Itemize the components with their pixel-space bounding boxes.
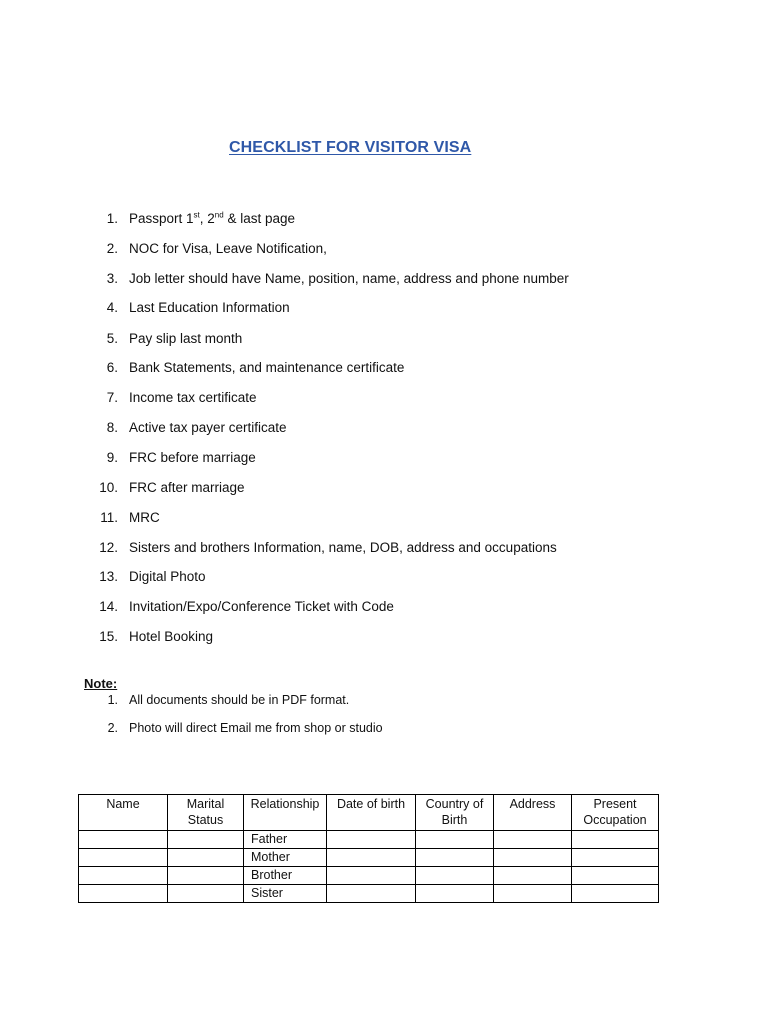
list-text: Active tax payer certificate [129, 420, 287, 435]
table-cell[interactable] [327, 849, 416, 867]
family-info-table [78, 794, 659, 903]
list-text [129, 211, 295, 226]
list-number: 10. [99, 480, 118, 495]
table-cell[interactable] [327, 831, 416, 849]
list-number: 1. [106, 211, 118, 226]
list-text: Pay slip last month [129, 331, 243, 346]
table-cell[interactable] [168, 849, 244, 867]
list-number: 13. [99, 569, 118, 584]
list-number: 3. [106, 271, 118, 286]
list-text: Digital Photo [129, 569, 206, 584]
table-cell[interactable] [494, 849, 572, 867]
list-text: Job letter should have Name, position, name, address and phone number [129, 271, 569, 286]
list-number: 8. [106, 420, 118, 435]
table-cell[interactable] [416, 867, 494, 885]
table-cell[interactable] [79, 885, 168, 903]
list-number: 5. [106, 331, 118, 346]
note-number: 1. [107, 693, 118, 707]
table-cell[interactable] [572, 867, 659, 885]
list-number: 12. [99, 540, 118, 555]
table-cell[interactable] [416, 885, 494, 903]
list-text: Income tax certificate [129, 390, 257, 405]
superscript: st [193, 210, 200, 220]
table-cell[interactable] [494, 885, 572, 903]
table-cell[interactable] [572, 885, 659, 903]
list-text-part: , 2 [199, 211, 215, 226]
note-label: Note: [84, 676, 118, 691]
table-cell[interactable] [327, 885, 416, 903]
list-text: Invitation/Expo/Conference Ticket with Code [129, 599, 394, 614]
table-row [79, 867, 659, 885]
list-text: FRC before marriage [129, 450, 256, 465]
column-header: Relationship [244, 795, 327, 831]
superscript: nd [214, 210, 224, 220]
table-cell[interactable] [494, 831, 572, 849]
column-header: Name [79, 795, 168, 831]
table-cell[interactable] [79, 867, 168, 885]
table-cell[interactable] [168, 885, 244, 903]
list-number: 15. [99, 629, 118, 644]
table-row [79, 885, 659, 903]
list-text: Last Education Information [129, 300, 290, 315]
relationship-cell: Mother [244, 849, 327, 867]
table-cell[interactable] [79, 849, 168, 867]
table-cell[interactable] [168, 867, 244, 885]
relationship-cell: Brother [244, 867, 327, 885]
list-number: 14. [99, 599, 118, 614]
list-text: FRC after marriage [129, 480, 245, 495]
page-title: CHECKLIST FOR VISITOR VISA [229, 139, 472, 156]
table-cell[interactable] [572, 831, 659, 849]
list-number: 4. [106, 300, 118, 315]
list-number: 11. [100, 510, 118, 525]
list-text-part: & last page [223, 211, 295, 226]
table-row [79, 831, 659, 849]
table-cell[interactable] [79, 831, 168, 849]
list-number: 7. [106, 390, 118, 405]
list-text: Hotel Booking [129, 629, 214, 644]
column-header: Date of birth [327, 795, 416, 831]
column-header: Present Occupation [572, 795, 659, 831]
list-text: Sisters and brothers Information, name, DOB, address and occupations [129, 540, 557, 555]
table-cell[interactable] [416, 849, 494, 867]
note-text: All documents should be in PDF format. [129, 693, 350, 707]
list-number: 2. [106, 241, 118, 256]
table-row [79, 849, 659, 867]
table-cell[interactable] [416, 831, 494, 849]
column-header: Country of Birth [416, 795, 494, 831]
list-number: 9. [106, 450, 118, 465]
note-number: 2. [107, 721, 118, 735]
table-cell[interactable] [572, 849, 659, 867]
list-text-part: Passport 1 [129, 211, 194, 226]
note-text: Photo will direct Email me from shop or studio [129, 721, 383, 735]
column-header: Address [494, 795, 572, 831]
relationship-cell: Father [244, 831, 327, 849]
table-header-row [79, 795, 659, 831]
list-text: Bank Statements, and maintenance certificate [129, 360, 405, 375]
column-header: Marital Status [168, 795, 244, 831]
list-text: MRC [129, 510, 160, 525]
list-text: NOC for Visa, Leave Notification, [129, 241, 327, 256]
table-cell[interactable] [494, 867, 572, 885]
list-number: 6. [106, 360, 118, 375]
table-cell[interactable] [168, 831, 244, 849]
table-cell[interactable] [327, 867, 416, 885]
relationship-cell: Sister [244, 885, 327, 903]
